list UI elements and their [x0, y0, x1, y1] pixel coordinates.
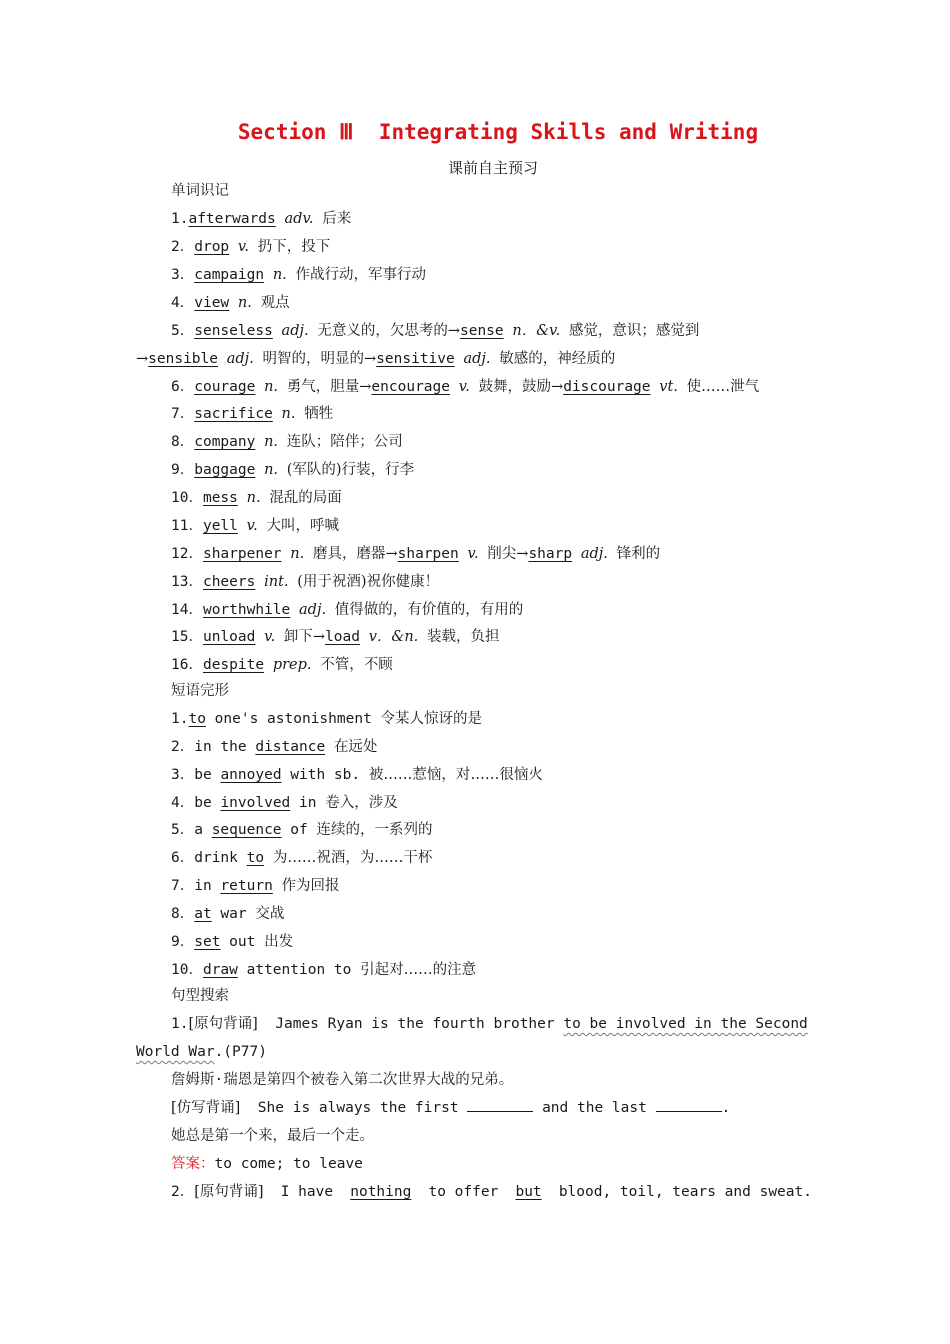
vocab-word: company: [194, 434, 256, 450]
sentence-text: to offer: [428, 1184, 499, 1200]
item-number: 4．: [171, 795, 195, 811]
phrase-meaning: 连续的，一系列的: [316, 822, 433, 838]
vocab-word: afterwards: [188, 211, 276, 227]
phrase-meaning: 交战: [255, 906, 285, 922]
definition: 牺牲: [304, 406, 334, 422]
underlined-answer: to: [246, 850, 265, 866]
part-of-speech: adj.: [580, 546, 608, 562]
phrase-item: [171, 848, 432, 868]
vocab-item: [171, 600, 523, 620]
part-of-speech: n.: [237, 295, 252, 311]
vocab-item: [171, 627, 500, 647]
vocab-item: [171, 432, 403, 452]
arrow: →: [136, 351, 149, 367]
phrase-meaning: 在远处: [333, 739, 378, 755]
item-number: 7．: [171, 406, 195, 422]
vocab-item: [171, 655, 393, 675]
sentence-1-original: [171, 1014, 808, 1034]
definition: 感觉，意识；感觉到: [568, 323, 700, 339]
sentence-heading: 句型搜索: [171, 988, 229, 1004]
item-number: 2．: [171, 739, 195, 755]
underlined-answer: but: [515, 1184, 542, 1200]
definition: 勇气，胆量→: [286, 379, 372, 395]
item-number: 1.: [171, 1016, 189, 1032]
item-number: 15．: [171, 629, 203, 645]
vocab-item: [171, 516, 339, 536]
underlined-answer: draw: [202, 962, 238, 978]
vocab-word: senseless: [194, 323, 273, 339]
part-of-speech: n.: [264, 379, 279, 395]
phrase-text: a: [194, 822, 212, 838]
phrase-item: [171, 793, 398, 813]
underlined-answer: nothing: [350, 1184, 412, 1200]
part-of-speech: n.: [264, 434, 279, 450]
vocab-item: [171, 293, 290, 313]
underlined-answer: distance: [255, 739, 326, 755]
vocab-word: encourage: [371, 379, 450, 395]
vocab-heading: 单词识记: [171, 183, 229, 199]
vocab-word: yell: [202, 518, 238, 534]
definition: 装载，负担: [427, 629, 500, 645]
phrase-text: with sb.: [281, 767, 361, 783]
definition: 观点: [260, 295, 290, 311]
item-number: 2．: [171, 239, 195, 255]
phrase-item: [171, 960, 476, 980]
item-number: 8．: [171, 434, 195, 450]
phrase-text: in: [194, 878, 221, 894]
part-of-speech: v.: [264, 629, 276, 645]
vocab-item: [171, 572, 439, 592]
definition: 鼓舞，鼓励→: [478, 379, 564, 395]
item-number: 12．: [171, 546, 203, 562]
definition: (军队的)行装，行李: [286, 462, 415, 478]
phrase-item: [171, 820, 432, 840]
phrase-text: one's astonishment: [205, 711, 372, 727]
item-number: 10．: [171, 962, 203, 978]
vocab-item: [171, 377, 759, 397]
answer-blank[interactable]: [467, 1099, 533, 1112]
item-number: 5．: [171, 323, 195, 339]
sentence-text: James Ryan is the fourth brother: [275, 1016, 555, 1032]
definition: (用于祝酒)祝你健康！: [297, 574, 440, 590]
sentence-text: She is always the first: [257, 1100, 459, 1116]
sentence-tag: [原句背诵]: [194, 1184, 264, 1200]
vocab-word: courage: [194, 379, 256, 395]
sentence-tag: [仿写背诵]: [171, 1100, 241, 1116]
underlined-answer: sequence: [211, 822, 282, 838]
definition: 作战行动，军事行动: [295, 267, 426, 283]
definition: 锋利的: [616, 546, 661, 562]
vocab-item: [171, 265, 426, 285]
phrase-heading: 短语完形: [171, 683, 229, 699]
item-number: 8．: [171, 906, 195, 922]
vocab-word: drop: [194, 239, 230, 255]
vocab-item: [171, 404, 333, 424]
item-number: 4．: [171, 295, 195, 311]
phrase-text: out: [220, 934, 256, 950]
phrase-meaning: 被……惹恼，对……很恼火: [368, 767, 543, 783]
vocab-word: cheers: [202, 574, 256, 590]
definition: 大叫，呼喊: [266, 518, 339, 534]
definition: 使……泄气: [686, 379, 760, 395]
item-number: 1.: [171, 211, 189, 227]
page-subtitle: 课前自主预习: [447, 159, 538, 177]
phrase-item: [171, 932, 293, 952]
vocab-word: view: [194, 295, 230, 311]
item-number: 6．: [171, 379, 195, 395]
part-of-speech: n.: [290, 546, 305, 562]
vocab-word: sacrifice: [194, 406, 273, 422]
phrase-text: war: [211, 906, 247, 922]
definition: 明智的，明显的→: [262, 351, 377, 367]
phrase-text: be: [194, 795, 221, 811]
part-of-speech: n.: [246, 490, 261, 506]
sentence-1-imitation: [171, 1098, 730, 1118]
sentence-text: blood, toil, tears and sweat.: [558, 1184, 812, 1200]
sentence-1-imitation-translation: 她总是第一个来，最后一个走。: [171, 1128, 374, 1144]
phrase-text: in: [290, 795, 317, 811]
phrase-item: [171, 765, 543, 785]
page-title: Section Ⅲ Integrating Skills and Writing: [237, 120, 759, 144]
vocab-word: sharpener: [202, 546, 282, 562]
part-of-speech: vt.: [659, 379, 678, 395]
phrase-meaning: 作为回报: [281, 878, 340, 894]
phrase-text: in the: [194, 739, 256, 755]
answer-text: to come; to leave: [214, 1156, 363, 1172]
part-of-speech: int.: [264, 574, 289, 590]
part-of-speech: prep.: [272, 657, 312, 673]
vocab-word: sharp: [528, 546, 573, 562]
vocab-word: discourage: [563, 379, 651, 395]
item-number: 7．: [171, 878, 195, 894]
phrase-item: [171, 876, 340, 896]
sentence-1-translation: 詹姆斯·瑞恩是第四个被卷入第二次世界大战的兄弟。: [171, 1072, 514, 1088]
phrase-meaning: 出发: [264, 934, 294, 950]
vocab-word: despite: [202, 657, 265, 673]
part-of-speech: n.: [264, 462, 279, 478]
item-number: 10．: [171, 490, 203, 506]
part-of-speech: adj.: [281, 323, 309, 339]
vocab-item: [136, 349, 615, 369]
vocab-word: sense: [459, 323, 504, 339]
definition: 不管，不顾: [320, 657, 393, 673]
phrase-meaning: 为……祝酒，为……干杯: [272, 850, 433, 866]
item-number: 14．: [171, 602, 203, 618]
vocab-word: unload: [202, 629, 256, 645]
wavy-underlined-text: World War: [136, 1044, 215, 1060]
definition: 削尖→: [487, 546, 529, 562]
part-of-speech: n．&v.: [512, 323, 561, 339]
answer-blank[interactable]: [656, 1099, 722, 1112]
definition: 无意义的，欠思考的→: [317, 323, 460, 339]
definition: 敏感的，神经质的: [499, 351, 616, 367]
item-number: 9．: [171, 934, 195, 950]
part-of-speech: n.: [272, 267, 287, 283]
vocab-item: [171, 488, 342, 508]
phrase-item: [171, 709, 482, 729]
item-number: 16．: [171, 657, 203, 673]
sentence-text: .: [721, 1100, 731, 1116]
part-of-speech: v.: [246, 518, 258, 534]
item-number: 3．: [171, 767, 195, 783]
vocab-item: [171, 237, 330, 257]
vocab-word: campaign: [194, 267, 265, 283]
vocab-item: [171, 321, 699, 341]
item-number: 9．: [171, 462, 195, 478]
underlined-answer: annoyed: [220, 767, 282, 783]
vocab-item: [171, 544, 660, 564]
vocab-word: worthwhile: [202, 602, 291, 618]
part-of-speech: adj.: [226, 351, 254, 367]
item-number: 1.: [171, 711, 189, 727]
definition: 卸下→: [283, 629, 326, 645]
phrase-text: drink: [194, 850, 247, 866]
phrase-text: [264, 850, 273, 866]
part-of-speech: v．&n.: [368, 629, 419, 645]
phrase-item: [171, 737, 377, 757]
vocab-word: sensible: [148, 351, 218, 367]
item-number: 5．: [171, 822, 195, 838]
sentence-text: I have: [280, 1184, 334, 1200]
sentence-1-continuation: [136, 1042, 267, 1062]
sentence-text: and the last: [542, 1100, 647, 1116]
definition: 值得做的，有价值的，有用的: [334, 602, 524, 618]
phrase-item: [171, 904, 284, 924]
vocab-word: mess: [202, 490, 238, 506]
wavy-underlined-text: to be involved in the Second: [563, 1016, 808, 1032]
sentence-tag: [原句背诵]: [188, 1016, 258, 1032]
underlined-answer: return: [220, 878, 273, 894]
definition: 后来: [322, 211, 352, 227]
definition: 连队；陪伴；公司: [286, 434, 403, 450]
item-number: 3．: [171, 267, 195, 283]
answer-label: 答案：: [171, 1156, 215, 1172]
phrase-text: be: [194, 767, 221, 783]
phrase-meaning: 卷入，涉及: [325, 795, 398, 811]
underlined-answer: at: [194, 906, 212, 922]
item-number: 6．: [171, 850, 195, 866]
part-of-speech: adv.: [284, 211, 314, 227]
sentence-2-original: [171, 1182, 812, 1202]
item-number: 2．: [171, 1184, 195, 1200]
phrase-text: attention to: [237, 962, 352, 978]
item-number: 13．: [171, 574, 203, 590]
vocab-word: baggage: [194, 462, 256, 478]
definition: 混乱的局面: [269, 490, 342, 506]
phrase-text: of: [281, 822, 308, 838]
vocab-word: sensitive: [376, 351, 455, 367]
vocab-item: [171, 460, 414, 480]
part-of-speech: n.: [281, 406, 296, 422]
phrase-meaning: 令某人惊讶的是: [380, 711, 483, 727]
vocab-word: load: [325, 629, 360, 645]
vocab-item: [171, 209, 351, 229]
part-of-speech: adj.: [463, 351, 491, 367]
phrase-meaning: 引起对……的注意: [360, 962, 477, 978]
part-of-speech: v.: [458, 379, 470, 395]
underlined-answer: set: [194, 934, 221, 950]
definition: 扔下，投下: [257, 239, 331, 255]
part-of-speech: adj.: [299, 602, 327, 618]
vocab-word: sharpen: [397, 546, 459, 562]
underlined-answer: involved: [220, 795, 291, 811]
definition: 磨具，磨器→: [312, 546, 398, 562]
answer-line: [171, 1154, 363, 1174]
part-of-speech: v.: [467, 546, 479, 562]
sentence-text: .(P77): [214, 1044, 267, 1060]
part-of-speech: v.: [237, 239, 249, 255]
underlined-answer: to: [188, 711, 206, 727]
item-number: 11．: [171, 518, 203, 534]
